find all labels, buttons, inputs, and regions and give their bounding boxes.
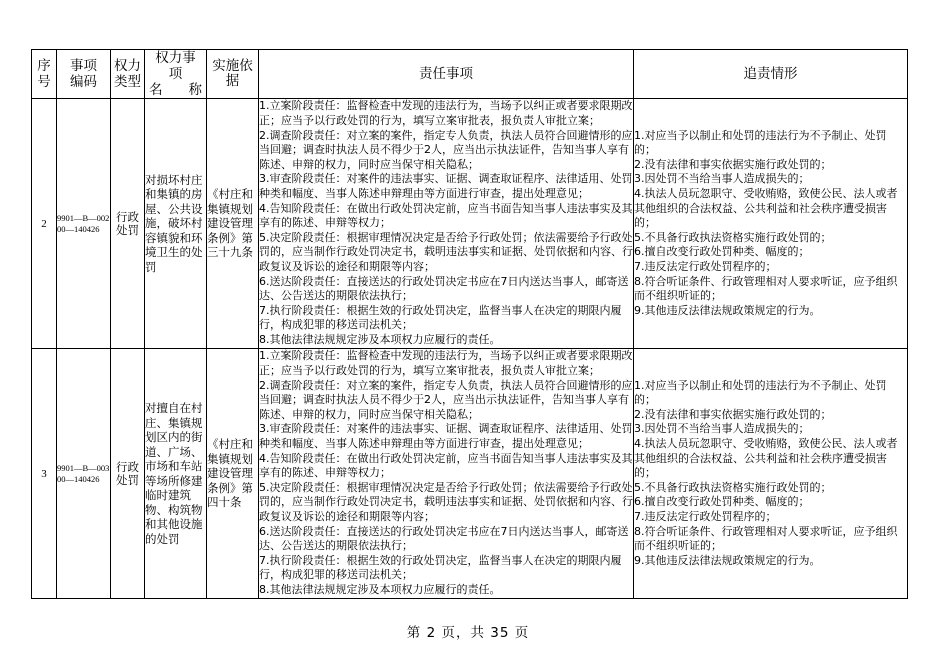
column-header-power-type-line1: 权力 xyxy=(114,58,141,74)
page-footer xyxy=(0,621,936,641)
text-paragraph: 1.立案阶段责任：监督检查中发现的违法行为，当场予以纠正或者要求限期改正；应当予以行政处罚的行为，填写立案审批表，报负责人审批立案； xyxy=(259,99,633,128)
text-paragraph: 8.符合听证条件、行政管理相对人要求听证，应予组织而不组织听证的； xyxy=(634,274,898,303)
text-paragraph: 2.没有法律和事实依据实施行政处罚的； xyxy=(634,407,832,421)
duty-items-text xyxy=(259,99,633,347)
text-paragraph: 6.送达阶段责任：直接送达的行政处罚决定书应在7日内送达当事人，邮寄送达、公告送达的期限依法执行； xyxy=(259,274,629,303)
column-header-sequence-line1: 序 xyxy=(37,58,51,74)
cell-accountability xyxy=(634,349,908,599)
text-paragraph: 3.审查阶段责任：对案件的违法事实、证据、调查取证程序、法律适用、处罚种类和幅度、当事人陈述申辩理由等方面进行审查，提出处理意见； xyxy=(259,172,633,201)
text-paragraph: 9.其他违反法律法规政策规定的行为。 xyxy=(634,303,821,317)
text-paragraph: 8.其他法律法规规定涉及本项权力应履行的责任。 xyxy=(259,332,501,346)
text-paragraph: 1.对应当予以制止和处罚的违法行为不予制止、处罚的； xyxy=(634,128,887,157)
text-paragraph: 5.不具备行政执法资格实施行政处罚的； xyxy=(634,230,832,244)
column-header-power-name-line1: 权力事项 xyxy=(155,50,196,82)
text-paragraph: 2.调查阶段责任：对立案的案件，指定专人负责，执法人员符合回避情形的应当回避；调查时执法人员不得少于2人，应当出示执法证件，告知当事人享有陈述、申辩的权力，同时应当保守相关隐私； xyxy=(259,128,633,171)
text-paragraph: 4.告知阶段责任：在做出行政处罚决定前，应当书面告知当事人违法事实及其享有的陈述、申辩等权力； xyxy=(259,451,633,480)
text-paragraph: 8.符合听证条件、行政管理相对人要求听证，应予组织而不组织听证的； xyxy=(634,524,898,553)
column-header-power-name-line2a: 名 xyxy=(149,82,163,98)
cell-power-name: 对擅自在村庄、集镇规划区内的街道、广场、市场和车站等场所修建临时建筑物、构筑物和其他设施的处罚 xyxy=(145,349,207,599)
column-header-sequence-line2: 号 xyxy=(37,74,51,90)
text-paragraph: 6.擅自改变行政处罚种类、幅度的； xyxy=(634,495,810,509)
cell-accountability xyxy=(634,99,908,349)
cell-item-code: 9901—B—00300—140426 xyxy=(57,349,111,599)
column-header-item-code xyxy=(57,50,111,99)
text-paragraph: 6.送达阶段责任：直接送达的行政处罚决定书应在7日内送达当事人，邮寄送达、公告送达的期限依法执行； xyxy=(259,524,629,553)
text-paragraph: 2.没有法律和事实依据实施行政处罚的； xyxy=(634,157,832,171)
text-paragraph: 1.对应当予以制止和处罚的违法行为不予制止、处罚的； xyxy=(634,378,887,407)
cell-duty-items xyxy=(259,349,634,599)
accountability-text xyxy=(634,129,907,319)
power-list-table xyxy=(31,49,908,599)
column-header-power-type xyxy=(111,50,145,99)
text-paragraph: 5.决定阶段责任：根据审理情况决定是否给予行政处罚；依法需要给予行政处罚的，应当制作行政处罚决定书，载明违法事实和证据、处罚依据和内容、行政复议及诉讼的途径和期限等内容； xyxy=(259,480,633,523)
text-paragraph: 7.违反法定行政处罚程序的； xyxy=(634,509,777,523)
column-header-sequence xyxy=(32,50,57,99)
text-paragraph: 7.违反法定行政处罚程序的； xyxy=(634,259,777,273)
table-body xyxy=(32,99,908,599)
table-row xyxy=(32,349,908,599)
cell-power-type: 行政处罚 xyxy=(111,349,145,599)
text-paragraph: 8.其他法律法规规定涉及本项权力应履行的责任。 xyxy=(259,582,501,596)
text-paragraph: 5.不具备行政执法资格实施行政处罚的； xyxy=(634,480,832,494)
column-header-item-code-line2: 编码 xyxy=(70,74,97,90)
cell-item-code: 9901—B—00200—140426 xyxy=(57,99,111,349)
text-paragraph: 4.告知阶段责任：在做出行政处罚决定前，应当书面告知当事人违法事实及其享有的陈述、申辩等权力； xyxy=(259,201,633,230)
duty-items-text xyxy=(259,349,633,597)
accountability-text xyxy=(634,379,907,569)
column-header-implementation-basis-label: 实施依据 xyxy=(212,58,253,89)
text-paragraph: 7.执行阶段责任：根据生效的行政处罚决定，监督当事人在决定的期限内履行，构成犯罪的移送司法机关； xyxy=(259,303,622,332)
text-paragraph: 3.因处罚不当给当事人造成损失的； xyxy=(634,172,810,186)
text-paragraph: 3.审查阶段责任：对案件的违法事实、证据、调查取证程序、法律适用、处罚种类和幅度、当事人陈述申辩理由等方面进行审查，提出处理意见； xyxy=(259,422,633,451)
column-header-duty-items xyxy=(259,50,634,99)
cell-implementation-basis: 《村庄和集镇规划建设管理条例》第四十条 xyxy=(207,349,259,599)
text-paragraph: 3.因处罚不当给当事人造成损失的； xyxy=(634,422,810,436)
text-paragraph: 2.调查阶段责任：对立案的案件，指定专人负责，执法人员符合回避情形的应当回避；调查时执法人员不得少于2人，应当出示执法证件，告知当事人享有陈述、申辩的权力，同时应当保守相关隐私； xyxy=(259,378,633,421)
cell-power-name: 对损坏村庄和集镇的房屋、公共设施，破坏村容镇貌和环境卫生的处罚 xyxy=(145,99,207,349)
cell-implementation-basis: 《村庄和集镇规划建设管理条例》第三十九条 xyxy=(207,99,259,349)
column-header-implementation-basis xyxy=(207,50,259,99)
column-header-item-code-line1: 事项 xyxy=(70,58,97,74)
table-row xyxy=(32,99,908,349)
column-header-accountability xyxy=(634,50,908,99)
text-paragraph: 5.决定阶段责任：根据审理情况决定是否给予行政处罚；依法需要给予行政处罚的，应当制作行政处罚决定书，载明违法事实和证据、处罚依据和内容、行政复议及诉讼的途径和期限等内容； xyxy=(259,230,633,273)
text-paragraph: 4.执法人员玩忽职守、受收贿赂，致使公民、法人或者其他组织的合法权益、公共利益和社会秩序遭受损害的； xyxy=(634,437,898,480)
text-paragraph: 1.立案阶段责任：监督检查中发现的违法行为，当场予以纠正或者要求限期改正；应当予以行政处罚的行为，填写立案审批表，报负责人审批立案； xyxy=(259,349,633,378)
text-paragraph: 6.擅自改变行政处罚种类、幅度的； xyxy=(634,245,810,259)
column-header-power-name xyxy=(145,50,207,99)
cell-sequence: 3 xyxy=(32,349,57,599)
column-header-power-name-line2b: 称 xyxy=(188,82,202,98)
page-footer-text: 第 2 页，共 35 页 xyxy=(406,625,530,641)
text-paragraph: 9.其他违反法律法规政策规定的行为。 xyxy=(634,553,821,567)
column-header-power-type-line2: 类型 xyxy=(114,74,141,90)
column-header-duty-items-label: 责任事项 xyxy=(419,65,473,82)
table-header-row xyxy=(32,50,908,99)
cell-duty-items xyxy=(259,99,634,349)
text-paragraph: 4.执法人员玩忽职守、受收贿赂，致使公民、法人或者其他组织的合法权益、公共利益和社会秩序遭受损害的； xyxy=(634,187,898,230)
table-header xyxy=(32,50,908,99)
column-header-accountability-label: 追责情形 xyxy=(743,65,798,82)
cell-power-type: 行政处罚 xyxy=(111,99,145,349)
cell-sequence: 2 xyxy=(32,99,57,349)
text-paragraph: 7.执行阶段责任：根据生效的行政处罚决定，监督当事人在决定的期限内履行，构成犯罪的移送司法机关； xyxy=(259,553,622,582)
